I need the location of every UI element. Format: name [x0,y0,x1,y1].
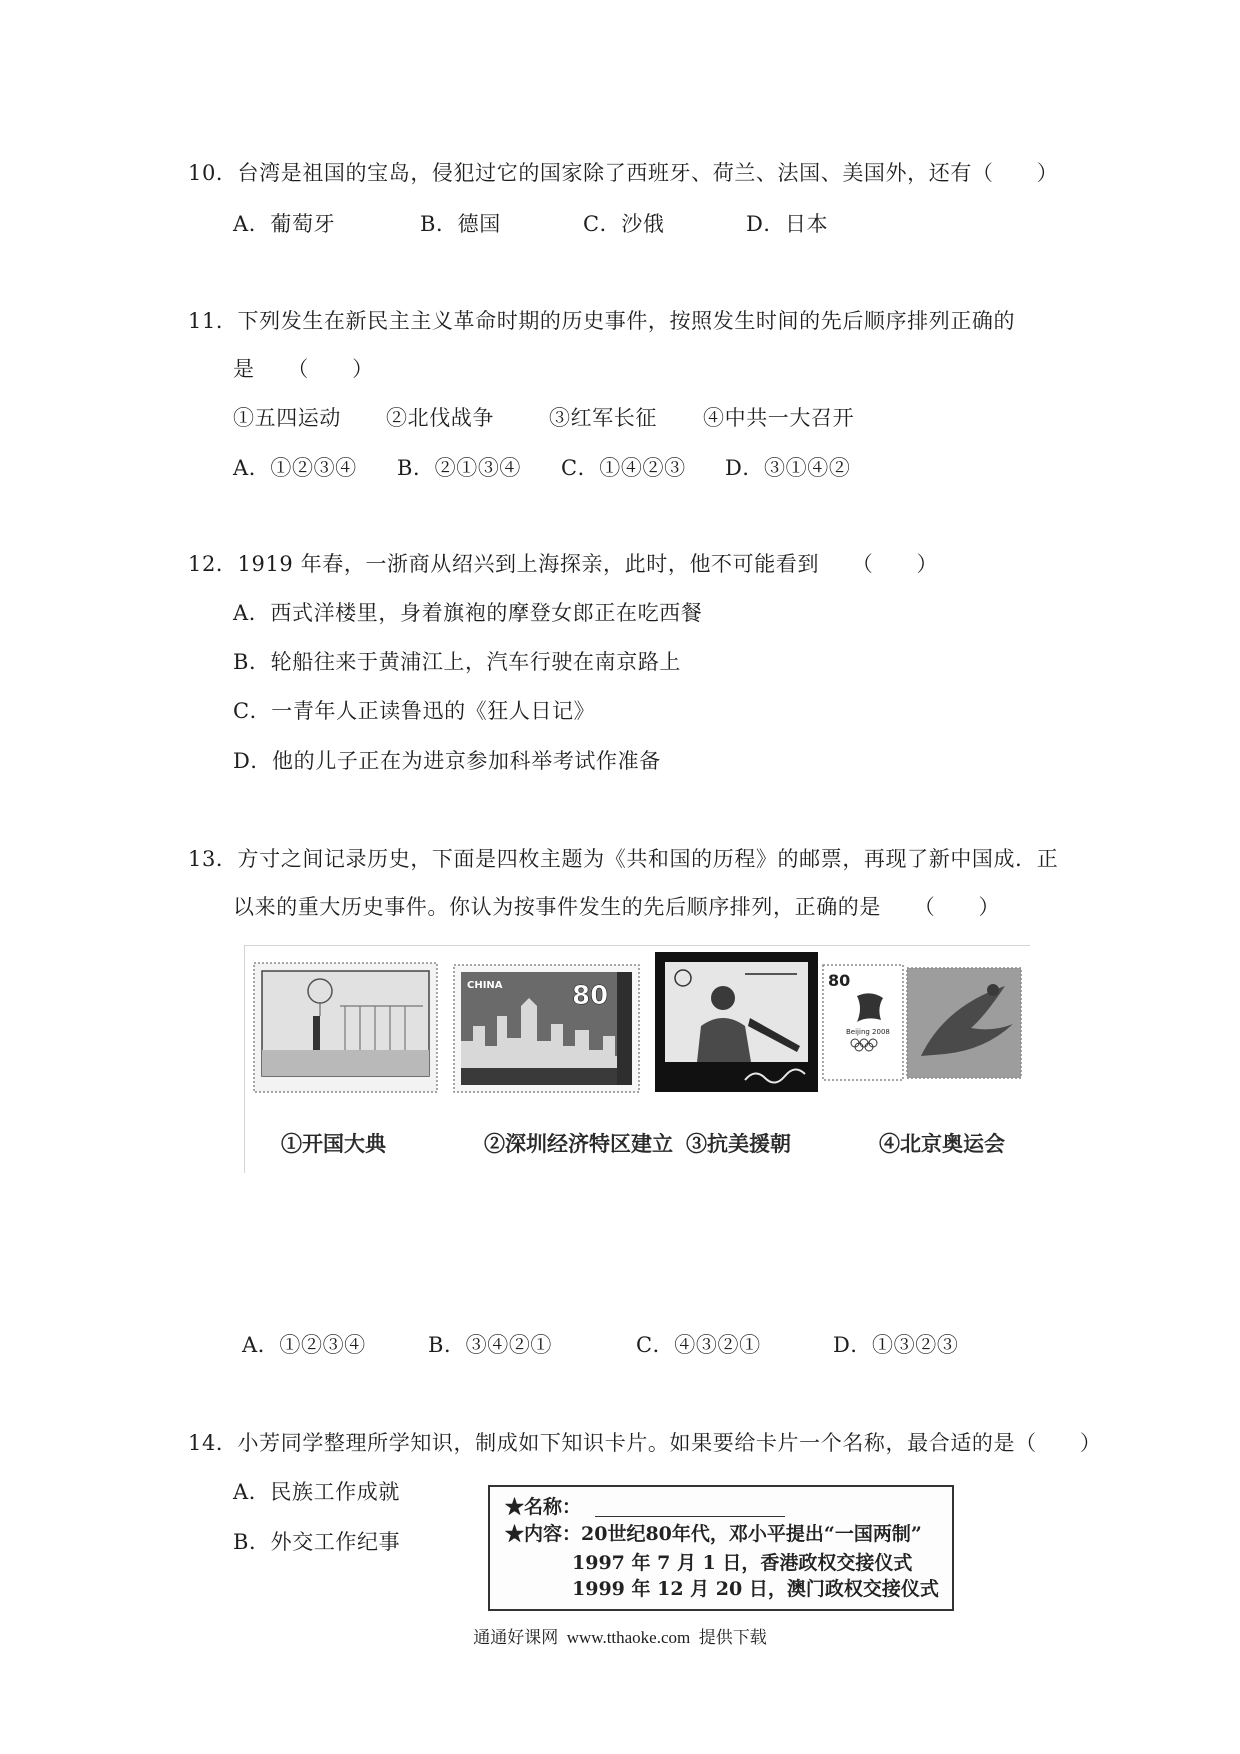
stamp3-soldier-body [697,1018,751,1062]
card-content-row [505,1522,922,1546]
stamp2-denomination: 80 [572,981,609,1011]
stamp-shenzhen [454,965,639,1092]
q10-option-c: C．沙俄 [583,212,665,236]
q11-option-d: D．③①④② [725,456,851,480]
q12-stem: 12．1919 年春，一浙商从绍兴到上海探亲，此时，他不可能看到 （ ） [188,552,939,576]
q13-option-c: C．④③②① [636,1333,761,1357]
q13-option-a: A．①②③④ [242,1333,366,1357]
page-footer: 通通好课网 www.tthaoke.com 提供下载 [473,1628,767,1647]
q13-option-d: D．①③②③ [833,1333,959,1357]
stamp4-gymnast-head [987,984,999,996]
stamp2-waterfront [461,1068,632,1085]
q11-option-a: A．①②③④ [233,456,357,480]
knowledge-card [488,1485,954,1611]
q11-stem-line1: 11．下列发生在新民主主义革命时期的历史事件，按照发生时间的先后顺序排列正确的 [188,309,1016,333]
q11-option-c: C．①④②③ [561,456,686,480]
q13-stem-line1: 13．方寸之间记录历史，下面是四枚主题为《共和国的历程》的邮票，再现了新中国成．正 [188,847,1059,871]
stamp1-figure [313,1016,320,1050]
stamp3-soldier-head [711,986,735,1010]
card-name-label: ★名称： [505,1496,582,1518]
q11-event-1: ①五四运动 [233,406,341,430]
q10-option-b: B．德国 [420,212,501,236]
q12-option-b: B．轮船往来于黄浦江上，汽车行驶在南京路上 [233,650,682,674]
q11-stem-line2: 是 （ ） [233,357,374,381]
q14-option-a: A．民族工作成就 [233,1480,400,1504]
card-content-line-2: 1997 年 7 月 1 日，香港政权交接仪式 [572,1552,913,1574]
q11-event-3: ③红军长征 [549,406,657,430]
stamp-caption-3: ③抗美援朝 [686,1131,791,1156]
stamp-founding-ceremony [254,963,437,1092]
stamp4-denomination: 80 [828,971,851,990]
q12-option-a: A．西式洋楼里，身着旗袍的摩登女郎正在吃西餐 [233,601,703,625]
stamp4-logo-text: Beijing 2008 [846,1028,890,1036]
stamp4-olympic-emblem [857,993,883,1022]
q10-stem: 10．台湾是祖国的宝岛，侵犯过它的国家除了西班牙、荷兰、法国、美国外，还有（ ） [188,161,1059,185]
stamp-caption-4: ④北京奥运会 [879,1131,1005,1156]
q10-option-d: D．日本 [746,212,829,236]
q14-option-b: B．外交工作纪事 [233,1530,401,1554]
q10-option-a: A．葡萄牙 [233,212,336,236]
q11-event-2: ②北伐战争 [386,406,494,430]
q13-stem-line2: 以来的重大历史事件。你认为按事件发生的先后顺序排列，正确的是 （ ） [233,895,1001,919]
stamp-figure [244,945,1030,1173]
q11-option-b: B．②①③④ [397,456,522,480]
card-content-label: ★内容： [505,1523,582,1545]
card-content-line-3: 1999 年 12 月 20 日，澳门政权交接仪式 [572,1578,939,1600]
stamp2-country-text: CHINA [467,980,503,991]
stamp1-platform [262,1050,429,1076]
stamp2-side-strip [617,972,632,1085]
stamp-caption-2: ②深圳经济特区建立 [484,1131,673,1156]
q12-option-d: D．他的儿子正在为进京参加科举考试作准备 [233,749,661,773]
card-name-blank [595,1516,785,1517]
q11-event-4: ④中共一大召开 [703,406,855,430]
q14-stem: 14．小芳同学整理所学知识，制成如下知识卡片。如果要给卡片一个名称，最合适的是（ ） [188,1431,1102,1455]
q12-option-c: C．一青年人正读鲁迅的《狂人日记》 [233,699,596,723]
q13-option-b: B．③④②① [428,1333,553,1357]
stamp-resist-america [655,952,818,1092]
stamp-beijing-olympics [823,965,1021,1080]
card-content-line-1: 20世纪80年代，邓小平提出“一国两制” [581,1523,922,1545]
stamp-caption-1: ①开国大典 [281,1131,386,1156]
